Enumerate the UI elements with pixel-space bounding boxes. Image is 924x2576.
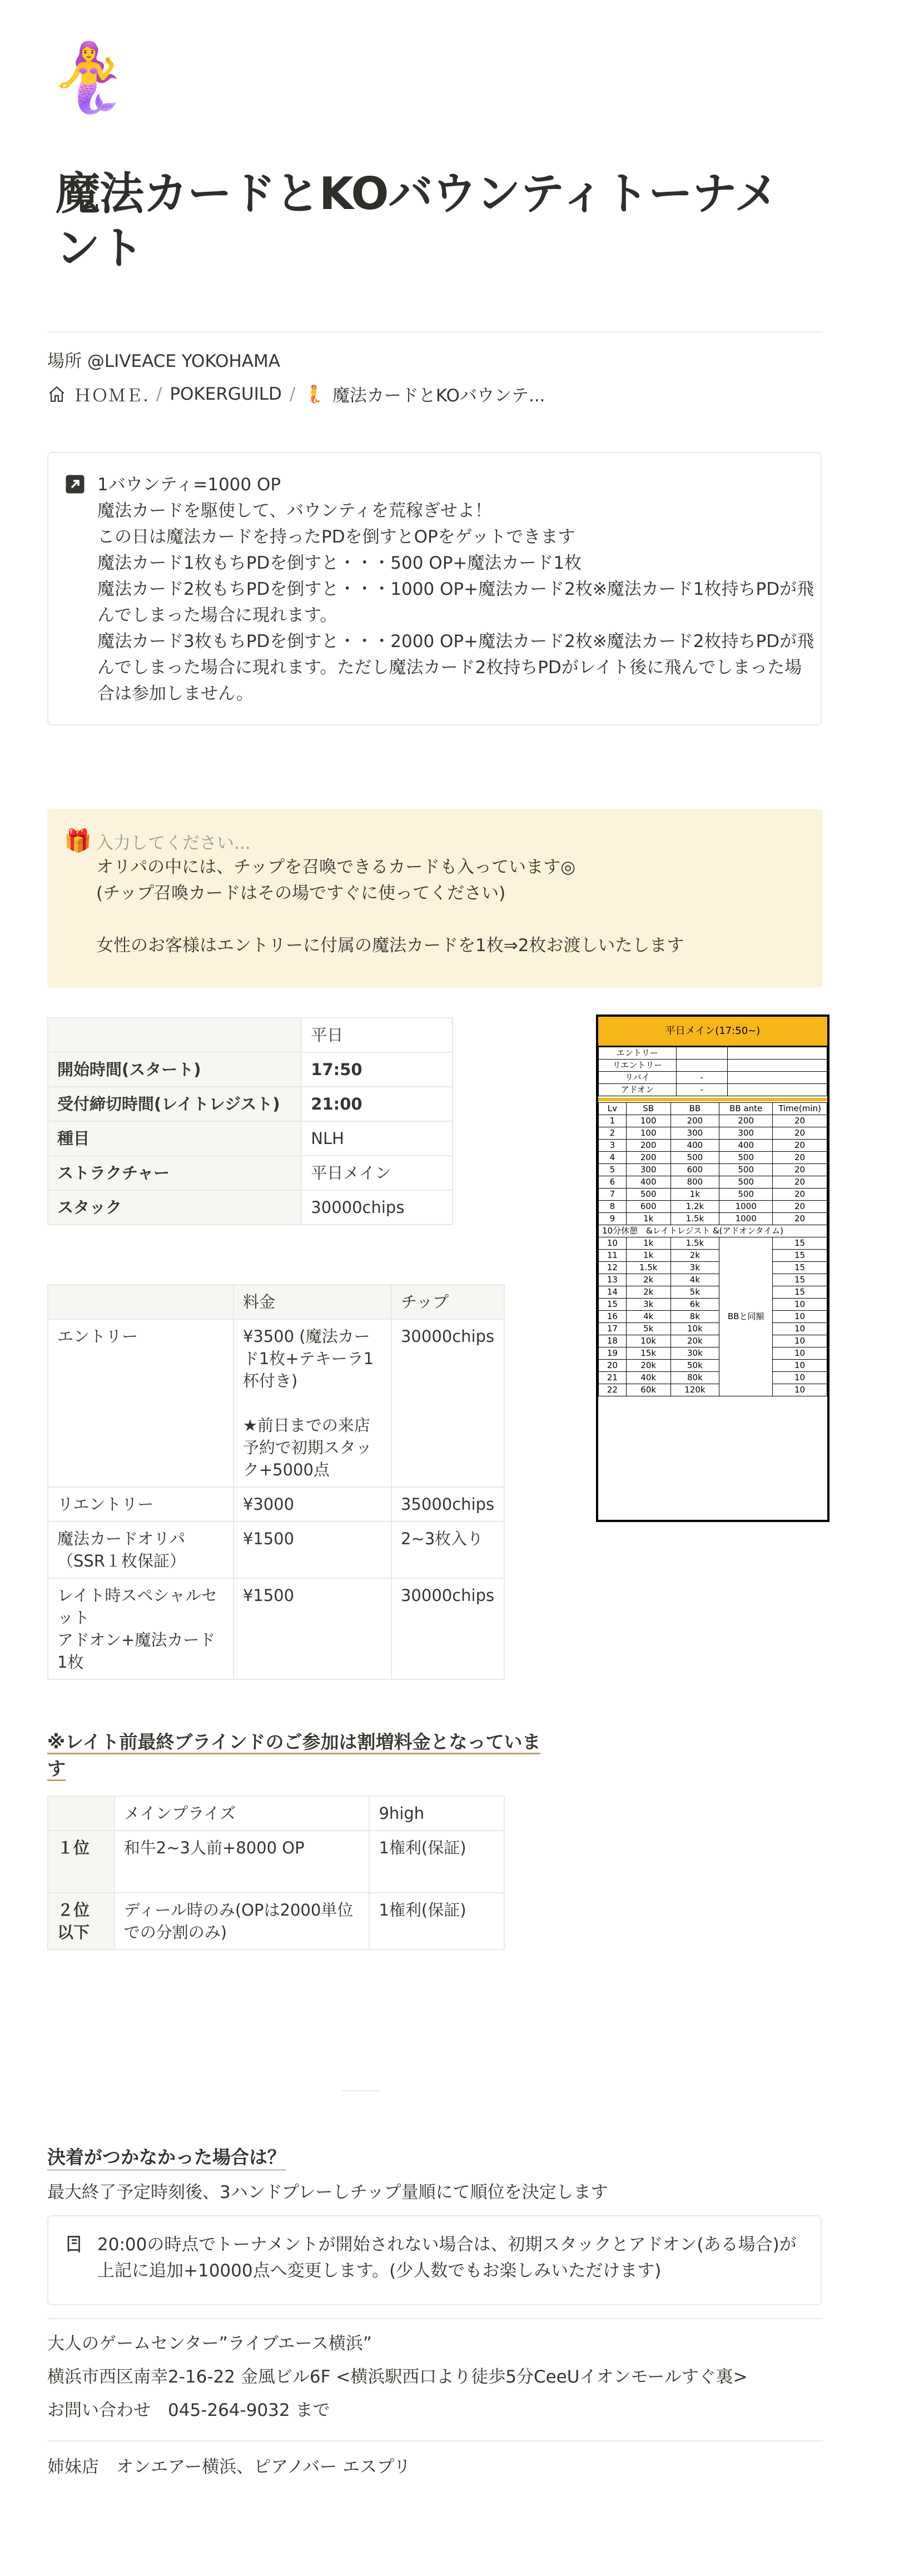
table-cell: 2 xyxy=(599,1127,627,1140)
table-cell: 60k xyxy=(626,1384,670,1396)
table-cell: チップ xyxy=(391,1285,504,1319)
table-cell: 500 xyxy=(719,1152,773,1164)
callout-line: (チップ召喚カードはその場ですぐに使ってください) xyxy=(96,883,506,903)
table-cell: 5 xyxy=(599,1164,627,1176)
table-cell: 21 xyxy=(599,1372,627,1384)
table-row xyxy=(599,1188,827,1201)
table-cell: 3k xyxy=(626,1299,670,1311)
table-cell: リエントリー xyxy=(599,1060,677,1072)
table-row xyxy=(48,1121,453,1156)
table-cell: 5k xyxy=(626,1323,670,1335)
table-row xyxy=(599,1311,827,1323)
table-row xyxy=(599,1286,827,1299)
table-cell: 11 xyxy=(599,1250,627,1262)
footer-address: 横浜市西区南幸2-16-22 金風ビル6F <横浜駅西口より徒歩5分CeeUイオンモールすぐ裏> xyxy=(47,2367,748,2387)
table-cell: 1.5k xyxy=(670,1237,719,1250)
table-cell: 9high xyxy=(369,1796,504,1831)
table-cell: 500 xyxy=(719,1188,773,1201)
callout-line: 魔法カード3枚もちPDを倒すと・・・2000 OP+魔法カード2枚※魔法カード2枚持ちPDが飛んでしまった場合に現れます。ただし魔法カード2枚持ちPDがレイト後に飛んでしまった場合は参加しません。 xyxy=(97,631,814,704)
table-cell: 1k xyxy=(626,1237,670,1250)
home-icon xyxy=(47,385,66,404)
table-cell: 80k xyxy=(670,1372,719,1384)
table-row xyxy=(599,1152,827,1164)
table-row xyxy=(599,1237,827,1250)
table-cell: 1000 xyxy=(719,1201,773,1213)
table-cell: 15k xyxy=(626,1347,670,1360)
table-row xyxy=(599,1103,827,1115)
table-cell: 18 xyxy=(599,1335,627,1347)
table-cell: 500 xyxy=(670,1152,719,1164)
table-cell: 2~3枚入り xyxy=(391,1521,504,1578)
table-cell: - xyxy=(676,1072,727,1084)
table-cell: 10 xyxy=(773,1323,827,1335)
table-cell: 10k xyxy=(626,1335,670,1347)
table-cell: 20 xyxy=(773,1152,827,1164)
property-label: 場所 xyxy=(47,351,82,371)
table-row xyxy=(48,1521,504,1578)
table-cell: 和牛2~3人前+8000 OP xyxy=(115,1831,370,1893)
table-cell: エントリー xyxy=(599,1047,677,1060)
table-cell: BBと同額 xyxy=(719,1237,773,1396)
table-cell: 1.5k xyxy=(670,1213,719,1225)
table-cell: 1.2k xyxy=(670,1201,719,1213)
table-row xyxy=(48,1156,453,1190)
callout-line: 女性のお客様はエントリーに付属の魔法カードを1枚⇒2枚お渡しいたします xyxy=(96,936,684,956)
table-row xyxy=(599,1372,827,1384)
table-row xyxy=(599,1060,827,1072)
table-row xyxy=(48,1285,504,1319)
divider xyxy=(47,2318,823,2319)
table-cell: エントリー xyxy=(48,1319,234,1487)
property-value: @LIVEACE YOKOHAMA xyxy=(87,351,280,371)
table-cell: 8k xyxy=(670,1311,719,1323)
table-row xyxy=(48,1487,504,1521)
divider xyxy=(342,2090,381,2091)
table-cell: ディール時のみ(OPは2000単位での分割のみ) xyxy=(115,1893,370,1950)
table-cell: - xyxy=(676,1084,727,1096)
late-fee-notice xyxy=(47,1729,548,1782)
structure-sheet xyxy=(596,1015,829,1522)
table-row xyxy=(599,1047,827,1060)
table-row xyxy=(599,1140,827,1152)
structure-levels-1 xyxy=(599,1115,827,1225)
table-cell: 種目 xyxy=(48,1121,301,1156)
table-row xyxy=(599,1250,827,1262)
table-cell: 300 xyxy=(719,1127,773,1140)
table-cell: 600 xyxy=(670,1164,719,1176)
table-cell xyxy=(676,1060,727,1072)
table-cell: 1k xyxy=(670,1188,719,1201)
table-row xyxy=(599,1274,827,1286)
table-cell: 6k xyxy=(670,1299,719,1311)
breadcrumb-current-icon: 🧜 xyxy=(303,384,325,404)
start-notice-text: 20:00の時点でトーナメントが開始されない場合は、初期スタックとアドオン(ある場合)が上記に追加+10000点へ変更します。(少人数でもお楽しみいただけます) xyxy=(97,2235,797,2281)
table-cell: 400 xyxy=(719,1140,773,1152)
callout-line xyxy=(96,907,813,933)
table-cell: 500 xyxy=(719,1176,773,1188)
table-cell: 20 xyxy=(773,1201,827,1213)
footer-contact: お問い合わせ 045-264-9032 まで xyxy=(47,2400,330,2420)
table-cell xyxy=(727,1084,827,1096)
table-row xyxy=(599,1335,827,1347)
structure-break: 10分休憩 &レイトレジスト &(アドオンタイム) xyxy=(599,1225,827,1237)
table-cell: 15 xyxy=(773,1274,827,1286)
late-fee-notice-text: ※レイト前最終ブラインドのご参加は割増料金となっています xyxy=(47,1731,540,1781)
table-cell: １位 xyxy=(48,1831,115,1893)
table-cell: レイト時スペシャルセット アドオン+魔法カード1枚 xyxy=(48,1578,234,1679)
table-cell: 15 xyxy=(599,1299,627,1311)
table-cell: 1k xyxy=(626,1213,670,1225)
table-cell: Lv xyxy=(599,1103,627,1115)
table-cell: 800 xyxy=(670,1176,719,1188)
structure-separator xyxy=(598,1098,827,1101)
table-cell: 3k xyxy=(670,1262,719,1274)
breadcrumb-pokerguild[interactable]: POKERGUILD xyxy=(170,384,282,404)
table-row xyxy=(48,1319,504,1487)
table-cell: 2k xyxy=(626,1286,670,1299)
table-row xyxy=(599,1323,827,1335)
table-row xyxy=(599,1176,827,1188)
orippa-callout xyxy=(47,809,823,988)
book-icon xyxy=(65,2234,85,2254)
table-cell: 40k xyxy=(626,1372,670,1384)
table-cell: 20 xyxy=(773,1115,827,1127)
table-row xyxy=(48,1893,504,1950)
table-cell: 4k xyxy=(626,1311,670,1323)
table-row xyxy=(599,1127,827,1140)
page-title: 魔法カードとKOバウンティトーナメント xyxy=(56,168,778,274)
table-cell: 21:00 xyxy=(301,1087,453,1121)
table-cell: 5k xyxy=(670,1286,719,1299)
table-cell xyxy=(727,1060,827,1072)
table-cell: 10 xyxy=(773,1299,827,1311)
table-cell: 200 xyxy=(626,1152,670,1164)
table-cell: 19 xyxy=(599,1347,627,1360)
table-cell: 10k xyxy=(670,1323,719,1335)
table-cell: 2k xyxy=(626,1274,670,1286)
table-cell xyxy=(727,1072,827,1084)
table-cell: 20 xyxy=(773,1140,827,1152)
table-row xyxy=(599,1299,827,1311)
table-row xyxy=(599,1360,827,1372)
table-cell: 13 xyxy=(599,1274,627,1286)
table-row xyxy=(48,1018,453,1052)
table-cell: 1000 xyxy=(719,1213,773,1225)
structure-levels-2 xyxy=(599,1237,827,1396)
table-cell: 7 xyxy=(599,1188,627,1201)
bounty-callout-text xyxy=(97,472,814,707)
table-cell: 4k xyxy=(670,1274,719,1286)
table-cell: 10 xyxy=(773,1311,827,1323)
table-cell xyxy=(48,1285,234,1319)
table-cell: 20k xyxy=(670,1335,719,1347)
table-cell: 22 xyxy=(599,1384,627,1396)
table-cell: 12 xyxy=(599,1262,627,1274)
table-cell: 500 xyxy=(626,1188,670,1201)
table-cell: 2k xyxy=(670,1250,719,1262)
property-location xyxy=(47,347,280,372)
callout-line: 1バウンティ=1000 OP xyxy=(97,475,281,495)
table-row xyxy=(599,1213,827,1225)
table-row xyxy=(48,1087,453,1121)
table-cell: 平日 xyxy=(301,1018,453,1052)
table-cell: 120k xyxy=(670,1384,719,1396)
table-cell: 受付締切時間(レイトレジスト) xyxy=(48,1087,301,1121)
callout-line: 魔法カード2枚もちPDを倒すと・・・1000 OP+魔法カード2枚※魔法カード1枚持ちPDが飛んでしまった場合に現れます。 xyxy=(97,579,814,625)
table-cell xyxy=(676,1047,727,1060)
breadcrumb-separator: / xyxy=(156,384,162,404)
table-cell: 17:50 xyxy=(301,1052,453,1087)
table-cell: 15 xyxy=(773,1286,827,1299)
table-cell: 500 xyxy=(719,1164,773,1176)
table-cell: アドオン xyxy=(599,1084,677,1096)
table-row xyxy=(48,1190,453,1225)
table-cell: ストラクチャー xyxy=(48,1156,301,1190)
table-cell: 600 xyxy=(626,1201,670,1213)
table-cell: BB xyxy=(670,1103,719,1115)
table-cell: ２位以下 xyxy=(48,1893,115,1950)
table-cell: 300 xyxy=(626,1164,670,1176)
table-row xyxy=(599,1201,827,1213)
table-row xyxy=(599,1072,827,1084)
structure-title: 平日メイン(17:50~) xyxy=(598,1017,827,1047)
table-cell: 10 xyxy=(773,1372,827,1384)
table-row xyxy=(599,1262,827,1274)
callout-line: 魔法カードを駆使して、バウンティを荒稼ぎせよ！ xyxy=(97,501,492,521)
orippa-callout-text xyxy=(96,854,813,959)
table-cell: 4 xyxy=(599,1152,627,1164)
table-cell: 3 xyxy=(599,1140,627,1152)
table-cell: 17 xyxy=(599,1323,627,1335)
table-cell: 300 xyxy=(670,1127,719,1140)
table-cell: NLH xyxy=(301,1121,453,1156)
table-cell: 10 xyxy=(599,1237,627,1250)
table-cell: 20 xyxy=(773,1213,827,1225)
table-cell: 30000chips xyxy=(391,1319,504,1487)
breadcrumb xyxy=(47,381,545,406)
table-cell: 平日メイン xyxy=(301,1156,453,1190)
bounty-callout xyxy=(47,452,822,725)
table-row xyxy=(599,1115,827,1127)
table-cell: 6 xyxy=(599,1176,627,1188)
table-row xyxy=(48,1578,504,1679)
table-row xyxy=(48,1796,504,1831)
table-cell: ¥1500 xyxy=(234,1578,391,1679)
table-cell: 30000chips xyxy=(391,1578,504,1679)
table-cell: 30000chips xyxy=(301,1190,453,1225)
callout-line: この日は魔法カードを持ったPDを倒すとOPをゲットできます xyxy=(97,527,575,547)
callout-line: オリパの中には、チップを召喚できるカードも入っています◎ xyxy=(96,857,576,877)
table-cell: 1 xyxy=(599,1115,627,1127)
table-cell: 15 xyxy=(773,1262,827,1274)
table-cell: ¥3500 (魔法カード1枚+テキーラ1杯付き) ★前日までの来店予約で初期スタック+5000点 xyxy=(234,1319,391,1487)
divider xyxy=(47,331,823,332)
table-cell: 200 xyxy=(626,1140,670,1152)
table-cell: 魔法カードオリパ（SSR１枚保証） xyxy=(48,1521,234,1578)
table-row xyxy=(48,1831,504,1893)
table-cell: SB xyxy=(626,1103,670,1115)
table-cell: 50k xyxy=(670,1360,719,1372)
table-cell: 200 xyxy=(670,1115,719,1127)
table-cell: 400 xyxy=(670,1140,719,1152)
tiebreak-heading: 決着がつかなかった場合は？ xyxy=(47,2143,286,2171)
table-cell: 14 xyxy=(599,1286,627,1299)
table-cell xyxy=(48,1796,115,1831)
table-cell: リエントリー xyxy=(48,1487,234,1521)
table-cell: ¥1500 xyxy=(234,1521,391,1578)
callout-placeholder[interactable]: 入力してください... xyxy=(96,833,251,853)
table-cell: スタック xyxy=(48,1190,301,1225)
table-cell: メインプライズ xyxy=(115,1796,370,1831)
tiebreak-text: 最大終了予定時刻後、3ハンドプレーしチップ量順にて順位を決定します xyxy=(47,2182,608,2202)
table-row xyxy=(599,1347,827,1360)
gift-icon: 🎁 xyxy=(64,828,92,854)
price-table xyxy=(47,1284,505,1680)
start-notice-callout xyxy=(47,2215,822,2305)
table-cell xyxy=(727,1047,827,1060)
table-cell: 100 xyxy=(626,1115,670,1127)
table-cell: 9 xyxy=(599,1213,627,1225)
table-cell: ¥3000 xyxy=(234,1487,391,1521)
table-cell: 16 xyxy=(599,1311,627,1323)
table-cell: 15 xyxy=(773,1237,827,1250)
table-cell xyxy=(48,1018,301,1052)
table-cell: BB ante xyxy=(719,1103,773,1115)
table-cell: 10 xyxy=(773,1335,827,1347)
table-row xyxy=(599,1384,827,1396)
table-cell: 200 xyxy=(719,1115,773,1127)
table-cell: 400 xyxy=(626,1176,670,1188)
table-cell: 20 xyxy=(773,1188,827,1201)
breadcrumb-current[interactable]: 魔法カードとKOバウンテ... xyxy=(332,386,545,406)
table-cell: 開始時間(スタート) xyxy=(48,1052,301,1087)
table-cell: 料金 xyxy=(234,1285,391,1319)
table-cell: 10 xyxy=(773,1347,827,1360)
table-cell: 10 xyxy=(773,1384,827,1396)
divider xyxy=(47,2440,823,2441)
table-cell: 35000chips xyxy=(391,1487,504,1521)
structure-entry-table xyxy=(598,1047,827,1096)
table-cell: 30k xyxy=(670,1347,719,1360)
table-row xyxy=(48,1052,453,1087)
footer-venue: 大人のゲームセンター”ライブエース横浜” xyxy=(47,2334,372,2354)
breadcrumb-separator: / xyxy=(289,384,296,404)
table-row xyxy=(599,1225,827,1237)
table-cell: 8 xyxy=(599,1201,627,1213)
table-cell: 10 xyxy=(773,1360,827,1372)
page-icon[interactable]: 🧜‍♀️ xyxy=(47,39,131,116)
footer-sister-stores: 姉妹店 オンエアー横浜、ピアノバー エスプリ xyxy=(47,2457,411,2477)
table-cell: 1権利(保証) xyxy=(369,1893,504,1950)
table-cell: 15 xyxy=(773,1250,827,1262)
table-cell: 20 xyxy=(773,1164,827,1176)
table-cell: 20 xyxy=(599,1360,627,1372)
table-cell: 20k xyxy=(626,1360,670,1372)
table-cell: 1権利(保証) xyxy=(369,1831,504,1893)
table-cell: Time(min) xyxy=(773,1103,827,1115)
callout-line: 魔法カード1枚もちPDを倒すと・・・500 OP+魔法カード1枚 xyxy=(97,553,582,573)
table-cell: 100 xyxy=(626,1127,670,1140)
info-table xyxy=(47,1017,453,1225)
prize-table xyxy=(47,1796,505,1950)
table-cell: リバイ xyxy=(599,1072,677,1084)
table-cell: 1k xyxy=(626,1250,670,1262)
table-cell: 20 xyxy=(773,1176,827,1188)
table-row xyxy=(599,1164,827,1176)
breadcrumb-home[interactable]: ＨＯＭＥ. xyxy=(74,386,148,406)
arrow-up-right-icon xyxy=(65,474,85,494)
structure-levels-table xyxy=(598,1102,827,1396)
table-row xyxy=(599,1084,827,1096)
table-cell: 20 xyxy=(773,1127,827,1140)
table-cell: 1.5k xyxy=(626,1262,670,1274)
